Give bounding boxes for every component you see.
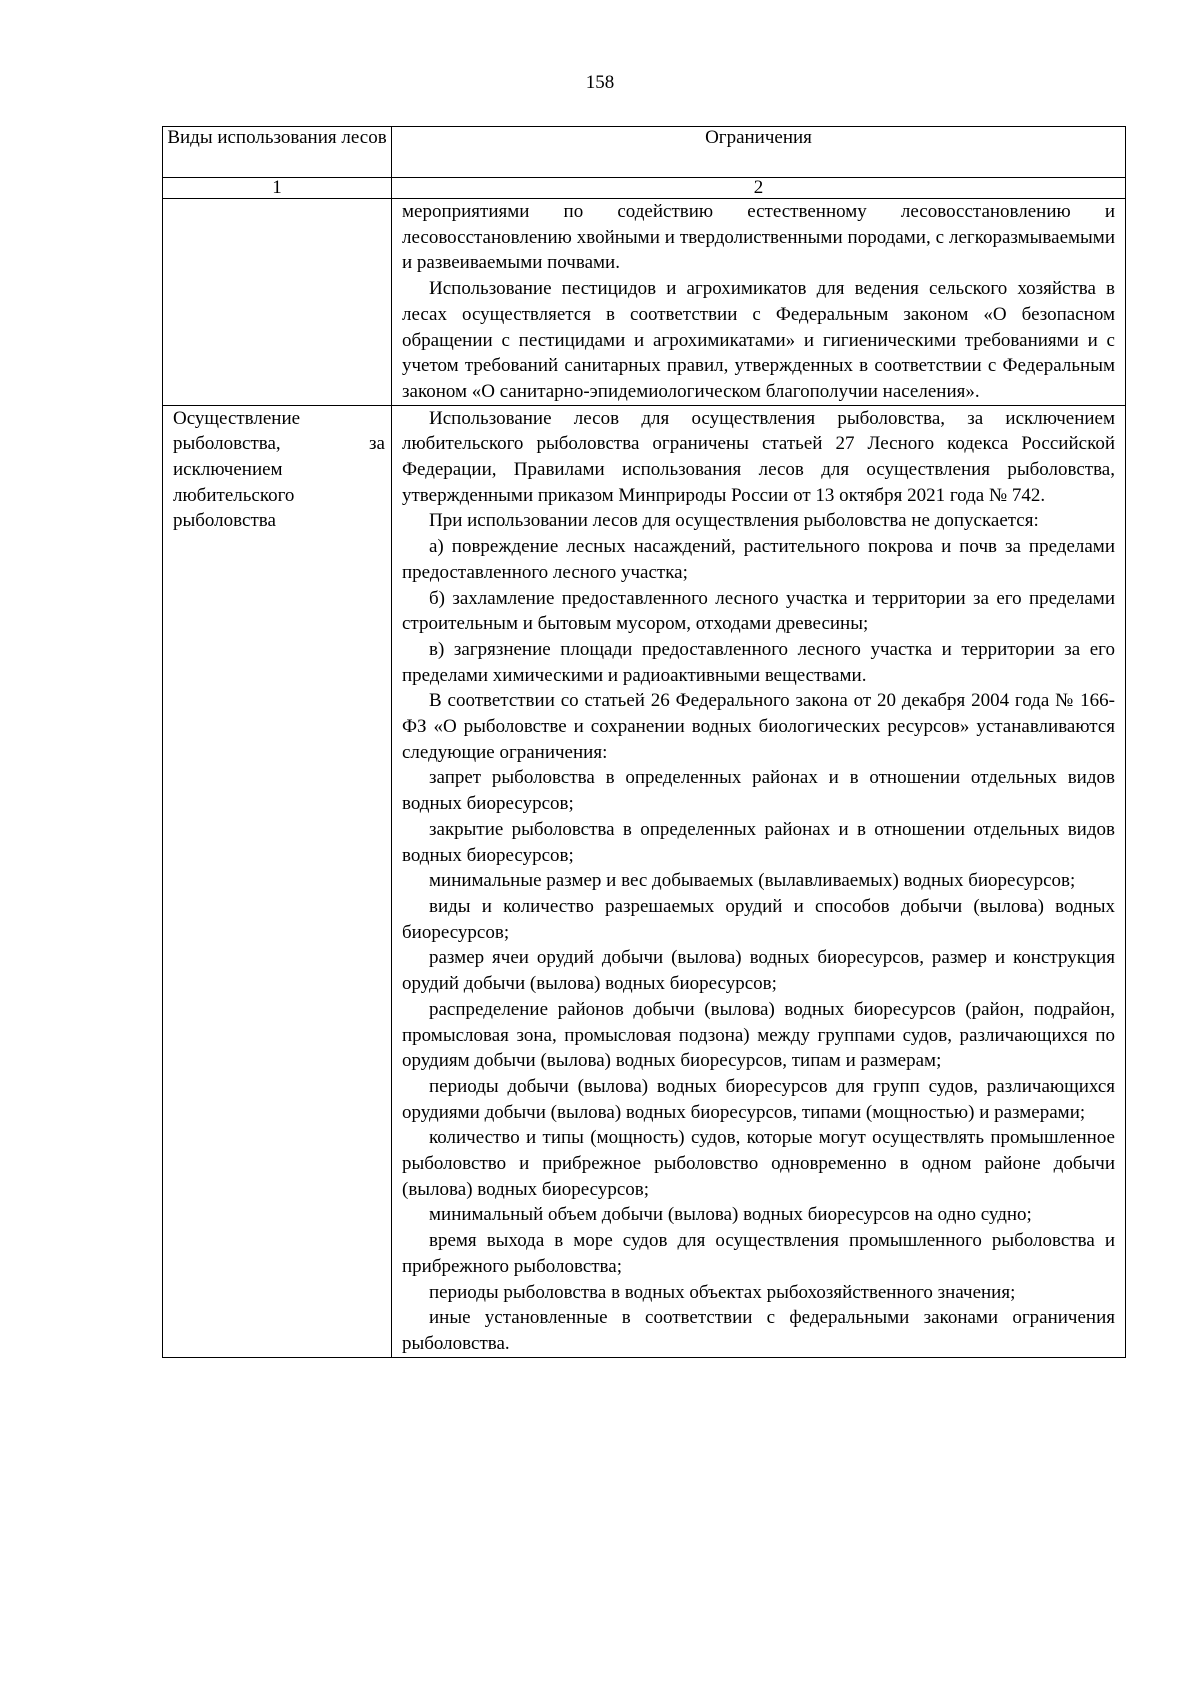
type-line: исключением — [173, 459, 283, 481]
table-header-row — [163, 127, 1126, 178]
column-number-row — [163, 178, 1126, 199]
paragraph: При использовании лесов для осуществления рыболовства не допускается: — [429, 510, 1039, 532]
type-line: рыболовства — [173, 510, 276, 532]
paragraph: количество и типы (мощность) судов, которые могут осуществлять промышленное рыболовство и прибрежное рыболовство одновременно в одном районе добычи (вылова) водных биоресурсов; — [402, 1127, 1115, 1200]
paragraph: Использование лесов для осуществления рыболовства, за исключением любительского рыболовства ограничены статьей 27 Лесного кодекса Российской Федерации, Правилами использования лесов для осуществления рыболовства, утвержденными приказом Минприроды России от 13 октября 2021 года № 742. — [402, 407, 1115, 506]
paragraph: б) захламление предоставленного лесного участка и территории за его пределами строительным и бытовым мусором, отходами древесины; — [402, 587, 1115, 635]
page-number: 158 — [585, 72, 615, 93]
table-row — [163, 405, 1126, 1357]
row-2-restrictions — [392, 405, 1126, 1357]
header-restrictions: Ограничения — [392, 127, 1126, 178]
paragraph: размер ячеи орудий добычи (вылова) водных биоресурсов, размер и конструкция орудий добычи (вылова) водных биоресурсов; — [402, 947, 1115, 995]
paragraph: время выхода в море судов для осуществления промышленного рыболовства и прибрежного рыболовства; — [402, 1230, 1115, 1277]
restrictions-table — [162, 126, 1126, 1358]
row-2-type — [163, 405, 392, 1357]
paragraph: закрытие рыболовства в определенных районах и в отношении отдельных видов водных биоресурсов; — [402, 818, 1115, 866]
paragraph: периоды добычи (вылова) водных биоресурсов для групп судов, различающихся орудиями добычи (вылова) водных биоресурсов, типами (мощностью) и размерами; — [402, 1075, 1115, 1123]
paragraph: В соответствии со статьей 26 Федерального закона от 20 декабря 2004 года № 166-ФЗ «О рыболовстве и сохранении водных биологических ресурсов» устанавливаются следующие ограничения: — [402, 690, 1115, 763]
row-1-type — [163, 199, 392, 406]
type-line-split — [173, 431, 385, 457]
paragraph: Использование пестицидов и агрохимикатов для ведения сельского хозяйства в лесах осуществляется в соответствии с Федеральным законом «О безопасном обращении с пестицидами и агрохимикатами» и гигиеническими требованиями и с учетом требований санитарных правил, утвержденных в соответствии с Федеральным законом «О санитарно-эпидемиологическом благополучии населения». — [402, 278, 1115, 402]
type-line: любительского — [173, 484, 295, 506]
paragraph: виды и количество разрешаемых орудий и способов добычи (вылова) водных биоресурсов; — [402, 895, 1115, 943]
paragraph: периоды рыболовства в водных объектах рыбохозяйственного значения; — [429, 1281, 1016, 1303]
paragraph: минимальные размер и вес добываемых (вылавливаемых) водных биоресурсов; — [429, 870, 1076, 892]
paragraph: распределение районов добычи (вылова) водных биоресурсов (район, подрайон, промысловая зона, промысловая подзона) между группами судов, различающихся по орудиям добычи (вылова) водных биоресурсов, типам и размерам; — [402, 998, 1115, 1072]
type-line-part: за — [369, 433, 385, 455]
paragraph: а) повреждение лесных насаждений, растительного покрова и почв за пределами предоставленного лесного участка; — [402, 536, 1115, 583]
row-1-restrictions — [392, 199, 1126, 406]
paragraph: иные установленные в соответствии с федеральными законами ограничения рыболовства. — [402, 1307, 1115, 1354]
column-number-1: 1 — [163, 178, 392, 199]
table-row — [163, 199, 1126, 406]
paragraph: мероприятиями по содействию естественному лесовосстановлению и лесовосстановлению хвойными и твердолиственными породами, с легкоразмываемыми и развеиваемыми почвами. — [402, 201, 1115, 274]
paragraph: в) загрязнение площади предоставленного лесного участка и территории за его пределами химическими и радиоактивными веществами. — [402, 638, 1115, 686]
header-forest-use-types: Виды использования лесов — [163, 127, 392, 178]
fishing-type-label — [173, 406, 385, 535]
paragraph: минимальный объем добычи (вылова) водных биоресурсов на одно судно; — [429, 1204, 1032, 1226]
type-line-part: рыболовства, — [173, 433, 281, 455]
type-line: Осуществление — [173, 407, 301, 429]
paragraph: запрет рыболовства в определенных районах и в отношении отдельных видов водных биоресурсов; — [402, 767, 1115, 815]
column-number-2: 2 — [392, 178, 1126, 199]
